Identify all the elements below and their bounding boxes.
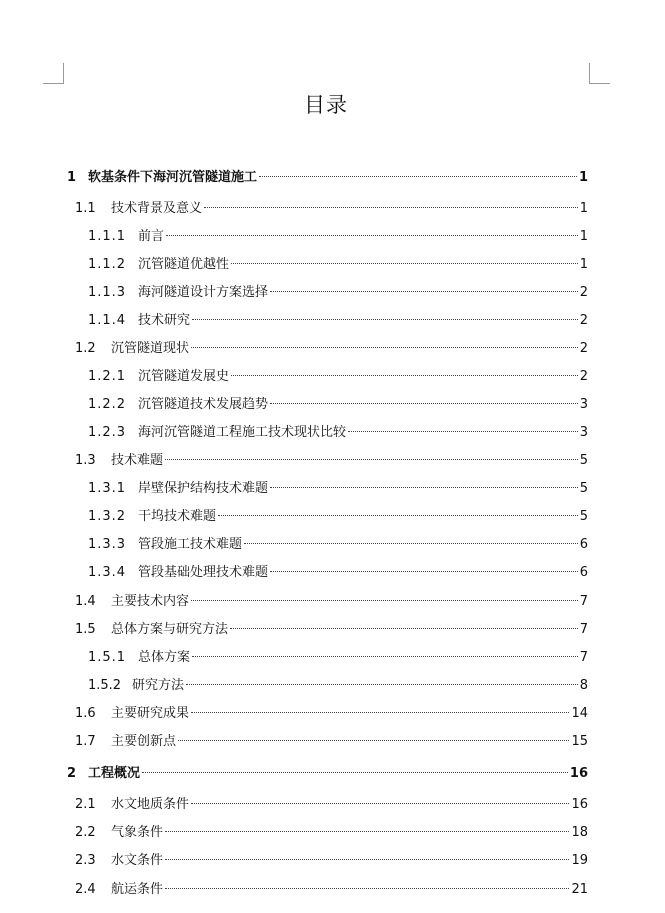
toc-page: 15	[571, 734, 588, 749]
toc-page: 6	[579, 565, 588, 580]
toc-leader	[270, 571, 578, 572]
toc-entry-1-7[interactable]	[75, 732, 588, 752]
toc-leader	[165, 888, 569, 889]
toc-number: 1.5.2	[88, 678, 122, 693]
toc-entry-1-3-1[interactable]	[88, 479, 588, 499]
toc-number: 1.5	[75, 622, 96, 637]
toc-text: 海河沉管隧道工程施工技术现状比较	[138, 425, 347, 440]
toc-entry-1-4[interactable]	[75, 592, 588, 612]
toc-entry-1-1-4[interactable]	[88, 311, 588, 331]
toc-page: 8	[579, 678, 588, 693]
toc-leader	[244, 543, 578, 544]
toc-entry-1[interactable]	[67, 168, 588, 188]
toc-number: 1.2.1	[88, 369, 127, 384]
toc-entry-1-3[interactable]	[75, 451, 588, 471]
toc-number: 1.1	[75, 201, 96, 216]
toc-leader	[270, 403, 578, 404]
toc-entry-1-1-1[interactable]	[88, 227, 588, 247]
toc-number: 1.3.4	[88, 565, 127, 580]
toc-number: 2	[67, 766, 77, 781]
toc-page: 1	[579, 201, 588, 216]
toc-number: 2.3	[75, 853, 96, 868]
toc-leader	[259, 176, 577, 177]
toc-entry-2-4[interactable]	[75, 880, 588, 900]
toc-page: 16	[571, 797, 588, 812]
toc-text: 沉管隧道优越性	[138, 257, 230, 272]
toc-text: 主要研究成果	[111, 706, 190, 721]
toc-page: 16	[569, 766, 588, 781]
toc-text: 沉管隧道现状	[111, 341, 190, 356]
toc-page: 3	[579, 397, 588, 412]
toc-page: 2	[579, 285, 588, 300]
toc-text: 技术背景及意义	[111, 201, 203, 216]
toc-text: 海河隧道设计方案选择	[138, 285, 269, 300]
toc-number: 1.5.1	[88, 650, 127, 665]
toc-text: 总体方案与研究方法	[111, 622, 229, 637]
toc-leader	[204, 207, 578, 208]
toc-number: 2.1	[75, 797, 96, 812]
toc-entry-1-2-1[interactable]	[88, 367, 588, 387]
toc-page: 19	[571, 853, 588, 868]
toc-leader	[218, 515, 578, 516]
toc-text: 前言	[138, 229, 165, 244]
toc-text: 沉管隧道技术发展趋势	[138, 397, 269, 412]
toc-number: 1.1.4	[88, 313, 127, 328]
toc-page: 1	[579, 229, 588, 244]
toc-number: 1.1.2	[88, 257, 127, 272]
toc-entry-1-1-3[interactable]	[88, 283, 588, 303]
toc-number: 2.2	[75, 825, 96, 840]
toc-leader	[270, 487, 578, 488]
toc-text: 水文地质条件	[111, 797, 190, 812]
toc-leader	[192, 319, 578, 320]
toc-page: 1	[578, 170, 588, 185]
toc-entry-1-5-2[interactable]	[88, 676, 588, 696]
toc-entry-1-2[interactable]	[75, 339, 588, 359]
toc-number: 1.3.3	[88, 537, 127, 552]
toc-entry-1-6[interactable]	[75, 704, 588, 724]
toc-leader	[231, 263, 578, 264]
toc-text: 技术难题	[111, 453, 164, 468]
toc-leader	[231, 375, 578, 376]
toc-text: 气象条件	[111, 825, 164, 840]
toc-leader	[191, 712, 569, 713]
toc-number: 1.4	[75, 594, 96, 609]
toc-page: 7	[579, 594, 588, 609]
toc-leader	[142, 772, 568, 773]
toc-entry-2[interactable]	[67, 764, 588, 784]
toc-entry-1-1[interactable]	[75, 199, 588, 219]
toc-number: 1.2.3	[88, 425, 127, 440]
toc-number: 1.3.1	[88, 481, 127, 496]
toc-number: 1	[67, 170, 77, 185]
toc-leader	[270, 291, 578, 292]
toc-text: 技术研究	[138, 313, 191, 328]
toc-page: 7	[579, 622, 588, 637]
toc-number: 1.3	[75, 453, 96, 468]
toc-leader	[191, 803, 569, 804]
toc-leader	[186, 684, 578, 685]
toc-leader	[191, 347, 578, 348]
toc-leader	[165, 459, 578, 460]
toc-leader	[166, 235, 578, 236]
toc-page: 2	[579, 341, 588, 356]
toc-leader	[165, 831, 569, 832]
toc-page: 1	[579, 257, 588, 272]
toc-page: 3	[579, 425, 588, 440]
toc-page: 14	[571, 706, 588, 721]
toc-page: 5	[579, 481, 588, 496]
toc-text: 研究方法	[132, 678, 185, 693]
margin-corner-mark-right	[589, 63, 610, 84]
toc-page: 21	[571, 882, 588, 897]
toc-entry-1-5-1[interactable]	[88, 648, 588, 668]
toc-page: 6	[579, 537, 588, 552]
toc-text: 工程概况	[88, 766, 141, 781]
toc-leader	[178, 740, 569, 741]
toc-page: 18	[571, 825, 588, 840]
toc-entry-1-3-3[interactable]	[88, 535, 588, 555]
toc-entry-1-3-4[interactable]	[88, 563, 588, 583]
toc-text: 主要创新点	[111, 734, 177, 749]
toc-entry-2-2[interactable]	[75, 823, 588, 843]
toc-entry-1-2-3[interactable]	[88, 423, 588, 443]
toc-page: 2	[579, 369, 588, 384]
toc-text: 沉管隧道发展史	[138, 369, 230, 384]
toc-number: 1.1.3	[88, 285, 127, 300]
toc-entry-2-3[interactable]	[75, 851, 588, 871]
toc-text: 岸壁保护结构技术难题	[138, 481, 269, 496]
toc-page: 5	[579, 509, 588, 524]
toc-leader	[191, 600, 578, 601]
toc-text: 总体方案	[138, 650, 191, 665]
toc-entry-1-3-2[interactable]	[88, 507, 588, 527]
margin-corner-mark-left	[43, 63, 64, 84]
toc-entry-1-1-2[interactable]	[88, 255, 588, 275]
toc-leader	[348, 431, 578, 432]
toc-number: 1.6	[75, 706, 96, 721]
toc-entry-1-5[interactable]	[75, 620, 588, 640]
toc-entry-1-2-2[interactable]	[88, 395, 588, 415]
toc-number: 1.2.2	[88, 397, 127, 412]
toc-title: 目录	[304, 93, 348, 117]
toc-number: 1.7	[75, 734, 96, 749]
toc-page: 2	[579, 313, 588, 328]
toc-leader	[192, 656, 578, 657]
toc-text: 航运条件	[111, 882, 164, 897]
toc-number: 2.4	[75, 882, 96, 897]
toc-leader	[165, 859, 569, 860]
toc-text: 主要技术内容	[111, 594, 190, 609]
toc-text: 干坞技术难题	[138, 509, 217, 524]
toc-text: 管段基础处理技术难题	[138, 565, 269, 580]
toc-number: 1.3.2	[88, 509, 127, 524]
toc-leader	[230, 628, 578, 629]
toc-number: 1.1.1	[88, 229, 127, 244]
toc-number: 1.2	[75, 341, 96, 356]
toc-text: 软基条件下海河沉管隧道施工	[88, 170, 258, 185]
toc-text: 管段施工技术难题	[138, 537, 243, 552]
toc-entry-2-1[interactable]	[75, 795, 588, 815]
toc-page: 7	[579, 650, 588, 665]
toc-text: 水文条件	[111, 853, 164, 868]
toc-page: 5	[579, 453, 588, 468]
